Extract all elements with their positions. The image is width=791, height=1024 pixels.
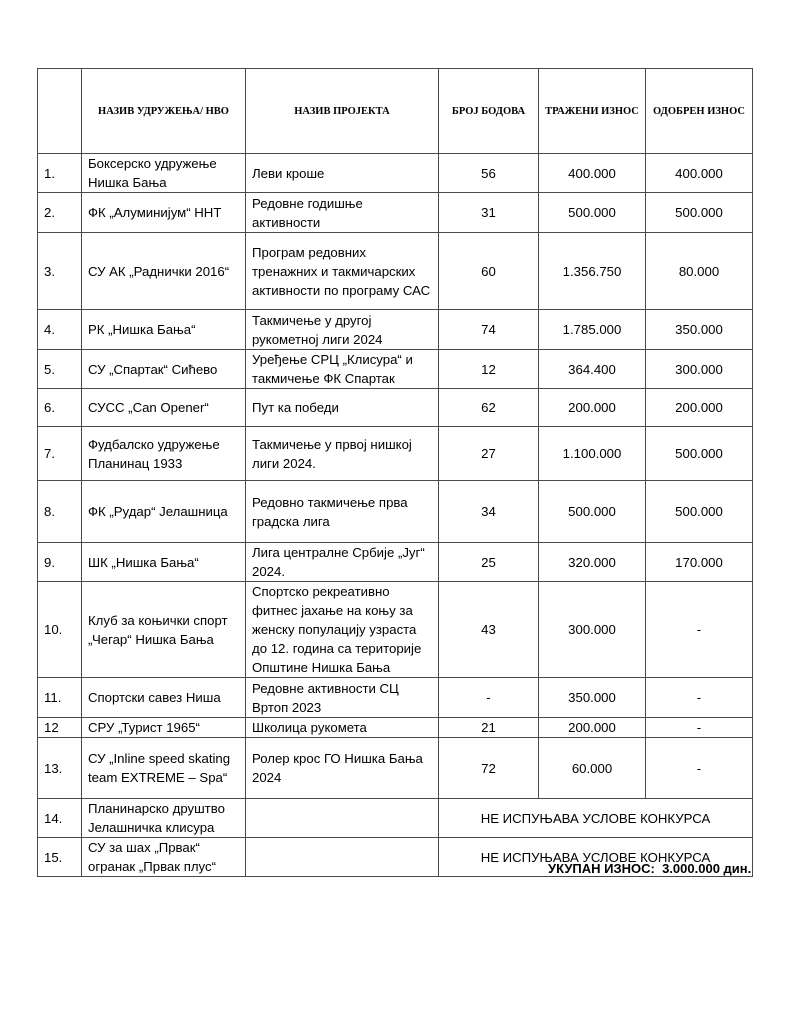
row-requested: 60.000 bbox=[539, 738, 646, 799]
row-organization: СУСС „Can Opener“ bbox=[82, 389, 246, 427]
table-row bbox=[38, 543, 753, 582]
row-requested: 300.000 bbox=[539, 582, 646, 678]
ineligible-notice: НЕ ИСПУЊАВА УСЛОВЕ КОНКУРСА bbox=[439, 799, 753, 838]
row-number: 4. bbox=[38, 310, 82, 350]
header-organization: НАЗИВ УДРУЖЕЊА/ НВО bbox=[82, 69, 246, 154]
row-number: 9. bbox=[38, 543, 82, 582]
row-number: 14. bbox=[38, 799, 82, 838]
row-approved: 170.000 bbox=[646, 543, 753, 582]
table-row bbox=[38, 193, 753, 233]
row-approved: 200.000 bbox=[646, 389, 753, 427]
row-project: Такмичење у другој рукометној лиги 2024 bbox=[246, 310, 439, 350]
row-requested: 1.356.750 bbox=[539, 233, 646, 310]
header-project: НАЗИВ ПРОЈЕКТА bbox=[246, 69, 439, 154]
row-organization: Боксерско удружење Нишка Бања bbox=[82, 154, 246, 193]
table-row bbox=[38, 350, 753, 389]
row-number: 10. bbox=[38, 582, 82, 678]
row-organization: РК „Нишка Бања“ bbox=[82, 310, 246, 350]
table-row bbox=[38, 427, 753, 481]
header-points: БРОЈ БОДОВА bbox=[439, 69, 539, 154]
row-number: 13. bbox=[38, 738, 82, 799]
row-number: 6. bbox=[38, 389, 82, 427]
row-organization: Фудбалско удружење Планинац 1933 bbox=[82, 427, 246, 481]
row-approved: 350.000 bbox=[646, 310, 753, 350]
row-project: Редовне годишње активности bbox=[246, 193, 439, 233]
row-number: 3. bbox=[38, 233, 82, 310]
row-requested: 350.000 bbox=[539, 678, 646, 718]
row-organization: СРУ „Турист 1965“ bbox=[82, 718, 246, 738]
row-points: 25 bbox=[439, 543, 539, 582]
row-project: Ролер крос ГО Нишка Бања 2024 bbox=[246, 738, 439, 799]
row-organization: Спортски савез Ниша bbox=[82, 678, 246, 718]
row-requested: 400.000 bbox=[539, 154, 646, 193]
row-points: - bbox=[439, 678, 539, 718]
row-requested: 500.000 bbox=[539, 481, 646, 543]
row-approved: - bbox=[646, 718, 753, 738]
row-project: Редовно такмичење прва градска лига bbox=[246, 481, 439, 543]
row-approved: 500.000 bbox=[646, 481, 753, 543]
row-number: 12 bbox=[38, 718, 82, 738]
row-points: 72 bbox=[439, 738, 539, 799]
row-organization: СУ „Inline speed skating team EXTREME – Spa“ bbox=[82, 738, 246, 799]
row-points: 21 bbox=[439, 718, 539, 738]
row-number: 11. bbox=[38, 678, 82, 718]
row-number: 8. bbox=[38, 481, 82, 543]
row-approved: 500.000 bbox=[646, 193, 753, 233]
row-points: 34 bbox=[439, 481, 539, 543]
table-row bbox=[38, 310, 753, 350]
row-requested: 500.000 bbox=[539, 193, 646, 233]
row-project: Пут ка победи bbox=[246, 389, 439, 427]
row-number: 15. bbox=[38, 838, 82, 877]
table-row bbox=[38, 389, 753, 427]
row-project: Спортско рекреативно фитнес јахање на коњу за женску популацију узраста до 12. година са територије Општине Нишка Бања bbox=[246, 582, 439, 678]
row-organization: ФК „Рудар“ Јелашница bbox=[82, 481, 246, 543]
row-project: Такмичење у првој нишкој лиги 2024. bbox=[246, 427, 439, 481]
row-requested: 200.000 bbox=[539, 718, 646, 738]
table-row bbox=[38, 582, 753, 678]
row-organization: ШК „Нишка Бања“ bbox=[82, 543, 246, 582]
header-number bbox=[38, 69, 82, 154]
header-row bbox=[38, 69, 753, 154]
row-points: 56 bbox=[439, 154, 539, 193]
row-approved: 80.000 bbox=[646, 233, 753, 310]
row-points: 27 bbox=[439, 427, 539, 481]
row-approved: 300.000 bbox=[646, 350, 753, 389]
row-organization: СУ АК „Раднички 2016“ bbox=[82, 233, 246, 310]
row-empty-cell bbox=[246, 838, 439, 877]
row-approved: - bbox=[646, 582, 753, 678]
row-project: Школица рукомета bbox=[246, 718, 439, 738]
row-number: 7. bbox=[38, 427, 82, 481]
row-points: 43 bbox=[439, 582, 539, 678]
row-approved: - bbox=[646, 678, 753, 718]
row-approved: - bbox=[646, 738, 753, 799]
row-requested: 364.400 bbox=[539, 350, 646, 389]
header-requested: ТРАЖЕНИ ИЗНОС bbox=[539, 69, 646, 154]
row-organization: СУ за шах „Првак“ огранак „Првак плус“ bbox=[82, 838, 246, 877]
row-organization: ФК „Алуминијум“ ННТ bbox=[82, 193, 246, 233]
row-organization: Планинарско друштво Јелашничка клисура bbox=[82, 799, 246, 838]
table-row bbox=[38, 678, 753, 718]
row-project: Редовне активности СЦ Вртоп 2023 bbox=[246, 678, 439, 718]
row-points: 60 bbox=[439, 233, 539, 310]
row-approved: 500.000 bbox=[646, 427, 753, 481]
row-requested: 1.785.000 bbox=[539, 310, 646, 350]
table-row bbox=[38, 718, 753, 738]
row-number: 5. bbox=[38, 350, 82, 389]
row-points: 62 bbox=[439, 389, 539, 427]
row-empty-cell bbox=[246, 799, 439, 838]
row-points: 12 bbox=[439, 350, 539, 389]
row-points: 74 bbox=[439, 310, 539, 350]
row-requested: 200.000 bbox=[539, 389, 646, 427]
table-row bbox=[38, 738, 753, 799]
header-approved: ОДОБРЕН ИЗНОС bbox=[646, 69, 753, 154]
row-points: 31 bbox=[439, 193, 539, 233]
row-project: Уређење СРЦ „Клисура“ и такмичење ФК Спартак bbox=[246, 350, 439, 389]
row-requested: 320.000 bbox=[539, 543, 646, 582]
row-organization: Клуб за коњички спорт „Чегар“ Нишка Бања bbox=[82, 582, 246, 678]
grants-table bbox=[37, 68, 753, 877]
row-number: 1. bbox=[38, 154, 82, 193]
row-project: Лига централне Србије „Југ“ 2024. bbox=[246, 543, 439, 582]
row-organization: СУ „Спартак“ Сићево bbox=[82, 350, 246, 389]
ineligible-notice: НЕ ИСПУЊАВА УСЛОВЕ КОНКУРСА bbox=[439, 838, 753, 877]
table-row bbox=[38, 481, 753, 543]
row-project: Програм редовних тренажних и такмичарских активности по програму САС bbox=[246, 233, 439, 310]
table-row bbox=[38, 154, 753, 193]
table-row bbox=[38, 233, 753, 310]
rejected-row bbox=[38, 799, 753, 838]
row-requested: 1.100.000 bbox=[539, 427, 646, 481]
row-number: 2. bbox=[38, 193, 82, 233]
row-project: Леви кроше bbox=[246, 154, 439, 193]
row-approved: 400.000 bbox=[646, 154, 753, 193]
total-amount: УКУПАН ИЗНОС: 3.000.000 дин. bbox=[548, 861, 752, 876]
